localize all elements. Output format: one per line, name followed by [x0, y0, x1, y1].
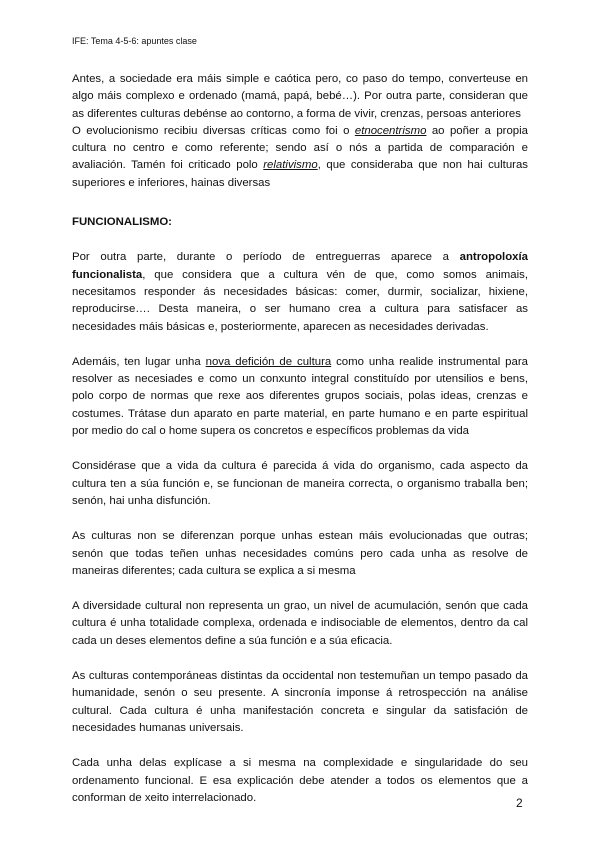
paragraph-explicacion: Cada unha delas explícase a si mesma na complexidade e singularidade do seu ordenamento funcional. E esa explicación debe atender a todos os elementos que a conforman de xeito interrelacionado.: [72, 757, 528, 804]
paragraph-text: ao poñer a propia cultura no centro e como referente; sendo así o nós a partida de comparación e avaliación. Tamén foi criticado polo: [72, 124, 528, 172]
term-relativismo: relativismo: [263, 159, 318, 172]
document-body: [72, 71, 528, 825]
paragraph-antropoloxia: [72, 249, 528, 335]
bold-term: antropoloxía funcionalista: [72, 251, 528, 281]
paragraph-nova-definicion: [72, 354, 528, 440]
paragraph-text: Antes, a sociedade era máis simple e caótica pero, co paso do tempo, converteuse en algo máis complexo e ordenado (mamá, papá, bebé…). Por outra parte, consideran que as diferentes culturas debénse ao contorno, a forma de vivir, crenzas, persoas anteriores: [72, 73, 528, 120]
paragraph-text: O evolucionismo recibiu diversas críticas como foi o: [72, 124, 355, 137]
section-heading: FUNCIONALISMO:: [72, 216, 172, 229]
page-number: 2: [516, 796, 523, 810]
term-etnocentrismo: etnocentrismo: [354, 124, 427, 137]
underlined-term: nova defición de cultura: [205, 355, 332, 368]
paragraph-evolucionismo: [72, 71, 528, 192]
paragraph-text: Ademáis, ten lugar unha: [72, 355, 206, 368]
paragraph-text: , que consideraba que non hai culturas superiores e inferiores, hainas diversas: [72, 159, 528, 189]
paragraph-culturas: As culturas non se diferenzan porque unhas estean máis evolucionadas que outras; senón que todas teñen unhas necesidades comúns pero cada unha as resolve de maneiras diferentes; cada cultura se explica a si mesma: [72, 530, 528, 577]
paragraph-diversidade: A diversidade cultural non representa un grao, un nivel de acumulación, senón que cada cultura é unha totalidade complexa, ordenada e indisociable de elementos, dentro da cal cada un deses elementos define a súa función e a súa eficacia.: [72, 600, 528, 647]
paragraph-text: Por outra parte, durante o período de entreguerras aparece a: [72, 251, 460, 264]
paragraph-organismo: Considérase que a vida da cultura é parecida á vida do organismo, cada aspecto da cultura ten a súa función e, se funcionan de maneira correcta, o organismo traballa ben; senón, hai unha disfunción.: [72, 460, 528, 507]
paragraph-contemporaneas: As culturas contemporáneas distintas da occidental non testemuñan un tempo pasado da humanidade, senón o seu presente. A sincronía imponse á retrospección na análise cultural. Cada cultura é unha manifestación concreta e singular da satisfación de necesidades humanas universais.: [72, 670, 528, 734]
page-header: IFE: Tema 4-5-6: apuntes clase: [72, 36, 197, 46]
paragraph-text: como unha realide instrumental para resolver as necesiades e como un conxunto integral constituído por utensilios e bens, polo corpo de normas que rexe aos diferentes grupos sociais, polas ideas, crenzas e costumes. Trátase dun aparato en parte material, en parte humano e en parte espiritual por medio do cal o home supera os concretos e específicos problemas da vida: [72, 355, 528, 438]
paragraph-text: , que considera que a cultura vén de que, como somos animais, necesitamos responder ás necesidades básicas: comer, durmir, socializar, hixiene, reproducirse…. Desta maneira, o ser humano crea a cultura para satisfacer as necesidades máis básicas e, posteriormente, aparecen as necesidades derivadas.: [72, 268, 528, 333]
